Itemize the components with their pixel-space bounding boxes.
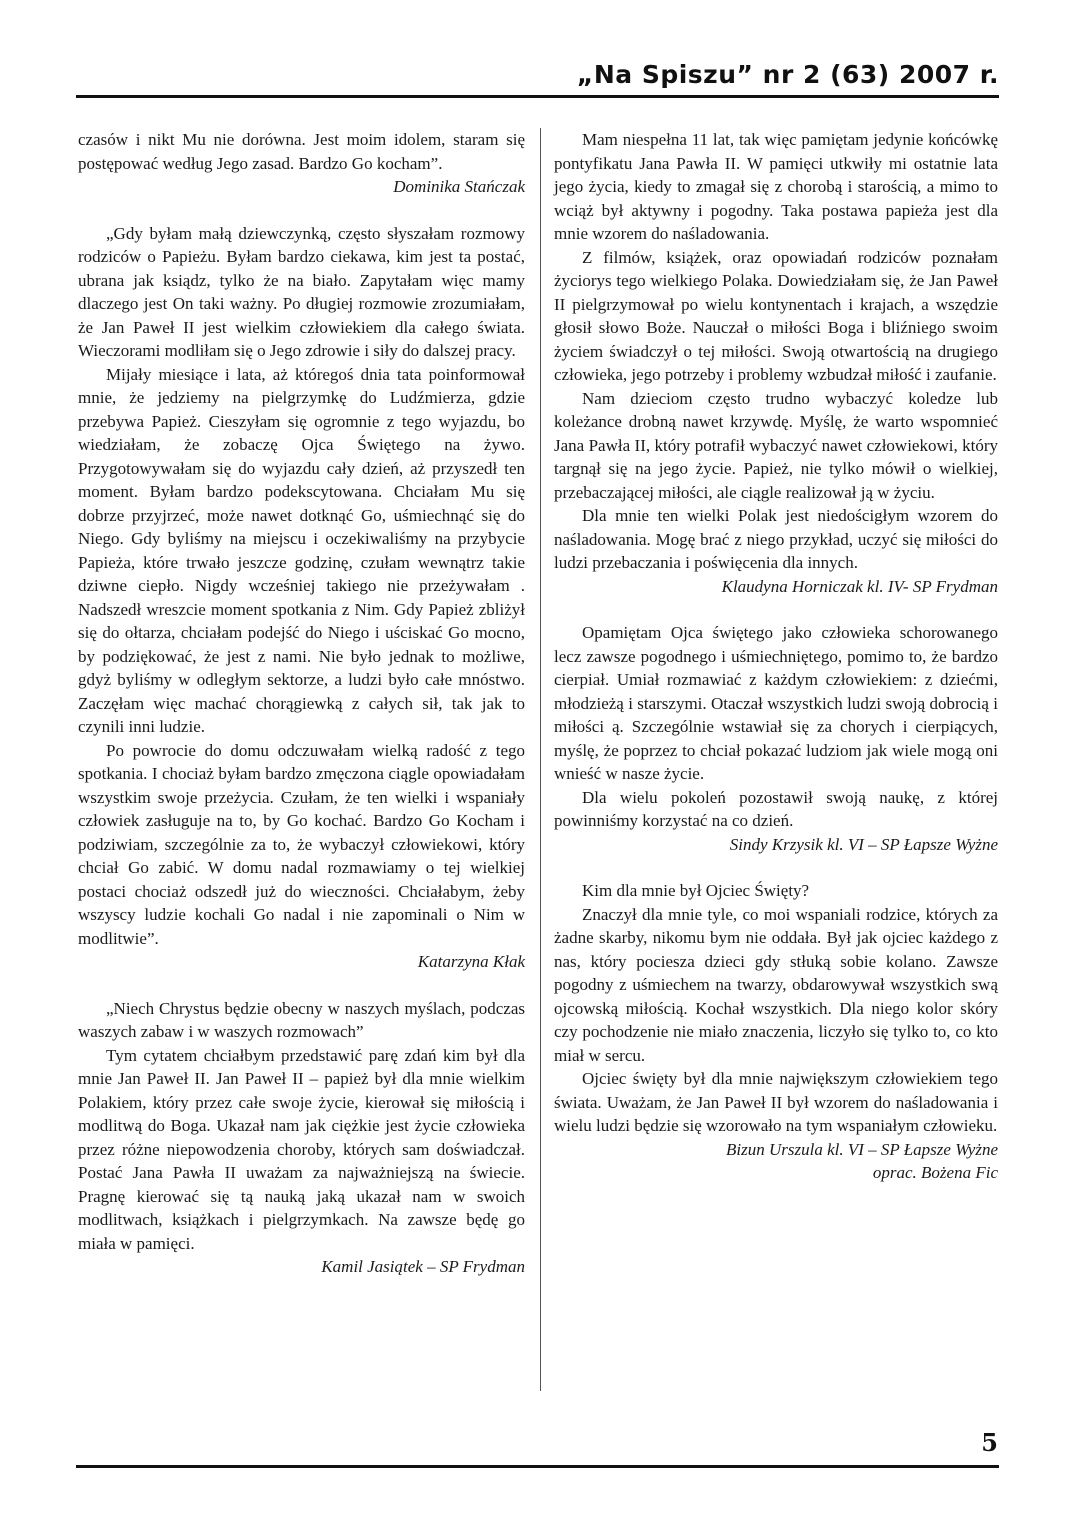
author-signature: Klaudyna Horniczak kl. IV- SP Frydman xyxy=(721,576,998,596)
page-header-title: „Na Spiszu” nr 2 (63) 2007 r. xyxy=(576,60,999,89)
paragraph: Dla mnie ten wielki Polak jest niedościgłym wzorem do naśladowania. Mogę brać z niego przykład, uczyć się miłości do ludzi przebaczania i poświęcenia dla innych. xyxy=(554,506,998,572)
editor-signature: oprac. Bożena Fic xyxy=(872,1163,998,1182)
author-signature: Sindy Krzysik kl. VI – SP Łapsze Wyżne xyxy=(729,834,998,854)
column-divider xyxy=(540,128,541,1391)
paragraph: „Gdy byłam małą dziewczynką, często słyszałam rozmowy rodziców o Papieżu. Byłam bardzo ciekawa, kim jest ta postać, ubrana jak ksiądz, tylko że na biało. Zapytałam więc mamy dlaczego jest On taki ważny. Po długiej rozmowie zrozumiałam, że Jan Paweł II jest wielkim człowiekiem dla całego świata. Wieczorami modliłam się o Jego zdrowie i siły do dalszej pracy. xyxy=(78,223,525,360)
author-signature: Dominika Stańczak xyxy=(393,177,525,196)
paragraph: Mijały miesiące i lata, aż któregoś dnia tata poinformował mnie, że jedziemy na pielgrzymkę do Ludźmierza, gdzie przebywa Papież. Cieszyłam się ogromnie z tego wyjazdu, bo wiedziałam, że zobaczę Ojca Świętego na żywo. Przygotowywałam się do wyjazdu cały dzień, aż przyszedł ten moment. Byłam bardzo podekscytowana. Chciałam Mu się dobrze przyjrzeć, może nawet dotknąć Go, uśmiechnąć się do Niego. Gdy byliśmy na miejscu i oczekiwaliśmy na przybycie Papieża, które trwało jeszcze godzinę, czułam wewnątrz takie dziwne ciepło. Nigdy wcześniej takiego nie przeżywałam . Nadszedł wreszcie moment spotkania z Nim. Gdy Papież zbliżył się do ołtarza, chciałam podejść do Niego i uściskać Go mocno, by podziękować, że jest z nami. Nie było jednak to możliwe, gdyż byliśmy w odległym sektorze, a ludzi było całe mnóstwo. Zaczęłam więc machać chorągiewką z całych sił, tak jak to czynili inni ludzie. xyxy=(78,364,525,736)
footer-rule xyxy=(76,1465,999,1468)
author-signature: Bizun Urszula kl. VI – SP Łapsze Wyżne xyxy=(726,1139,998,1159)
paragraph: Mam niespełna 11 lat, tak więc pamiętam jedynie końcówkę pontyfikatu Jana Pawła II. W pamięci utkwiły mi ostatnie lata jego życia, kiedy to zmagał się z chorobą i starością, a mimo to wciąż był aktywny i pogodny. Taka postawa papieża jest dla mnie wzorem do naśladowania. xyxy=(554,130,998,243)
author-signature: Kamil Jasiątek – SP Frydman xyxy=(321,1257,525,1276)
header-rule xyxy=(76,95,999,98)
left-column xyxy=(78,128,525,1279)
right-column xyxy=(554,128,998,1185)
paragraph: Opamiętam Ojca świętego jako człowieka schorowanego lecz zawsze pogodnego i uśmiechniętego, pomimo to, że bardzo cierpiał. Umiał rozmawiać z każdym człowiekiem: z dziećmi, młodzieżą i starszymi. Otaczał wszystkich ludzi swoją dobrocią i miłości ą. Szczególnie wstawiał się za chorych i cierpiących, myślę, że poprzez to chciał pokazać ludziom jak wiele mogą oni wnieść w nasze życie. xyxy=(554,623,998,783)
author-signature: Katarzyna Kłak xyxy=(417,952,525,971)
paragraph: Kim dla mnie był Ojciec Święty? xyxy=(582,881,810,900)
page-number: 5 xyxy=(981,1428,998,1457)
paragraph: Po powrocie do domu odczuwałam wielką radość z tego spotkania. I chociaż byłam bardzo zmęczona ciągle opowiadałam wszystkim swoje przeżycia. Czułam, że ten wielki i wspaniały człowiek zasługuje na to, by Go kochać. Bardzo Go Kocham i podziwiam, szczególnie za to, że wybaczył człowiekowi, który chciał Go zabić. W domu nadal rozmawiamy o tej wielkiej postaci chociaż odszedł już do wieczności. Chciałabym, żeby wszyscy ludzie kochali Go nadal i nie zapominali o Nim w modlitwie”. xyxy=(78,740,525,948)
paragraph: Dla wielu pokoleń pozostawił swoją naukę, z której powinniśmy korzystać na co dzień. xyxy=(554,787,998,830)
paragraph: Nam dzieciom często trudno wybaczyć koledze lub koleżance drobną nawet krzywdę. Myślę, że warto wspomnieć Jana Pawła II, który potrafił wybaczyć nawet człowiekowi, który targnął się na jego życie. Papież, nie tylko mówił o wielkiej, przebaczającej miłości, ale ciągle realizował ją w życiu. xyxy=(554,388,998,502)
paragraph: Znaczył dla mnie tyle, co moi wspaniali rodzice, których za żadne skarby, nikomu bym nie oddała. Był jak ojciec każdego z nas, który pociesza dzieci gdy stłuką sobie kolano. Zawsze pogodny z uśmiechem na twarzy, obdarowywał wszystkich swą ojcowską miłością. Kochał wszystkich. Dla niego kolor skóry czy pochodzenie nie miało znaczenia, liczyło się tylko to, co kto miał w sercu. xyxy=(554,904,998,1065)
paragraph: Ojciec święty był dla mnie największym człowiekiem tego świata. Uważam, że Jan Paweł II był wzorem do naśladowania i wielu ludzi będzie się wzorowało na tym wspaniałym człowieku. xyxy=(554,1069,998,1135)
paragraph: Z filmów, książek, oraz opowiadań rodziców poznałam życiorys tego wielkiego Polaka. Dowiedziałam się, że Jan Paweł II pielgrzymował po wielu kontynentach i krajach, a wszędzie głosił słowo Boże. Nauczał o miłości Boga i bliźniego swoim życiem świadczył o tej miłości. Swoją otwartością na drugiego człowieka, jego potrzeby i problemy wzbudzał miłość i zaufanie. xyxy=(554,247,998,384)
paragraph: czasów i nikt Mu nie dorówna. Jest moim idolem, staram się postępować według Jego zasad. Bardzo Go kocham”. xyxy=(78,130,525,173)
paragraph: Tym cytatem chciałbym przedstawić parę zdań kim był dla mnie Jan Paweł II. Jan Paweł II – papież był dla mnie wielkim Polakiem, który przez całe swoje życie, kierował się miłością i modlitwą do Boga. Ukazał nam jak ciężkie jest życie człowieka przez różne niepowodzenia choroby, których sam doświadczał. Postać Jana Pawła II uważam za najważniejszą na świecie. Pragnę kierować się tą nauką jaką ukazał nam w swoich modlitwach, książkach i pielgrzymkach. Na zawsze będę go miała w pamięci. xyxy=(78,1045,525,1253)
quote-paragraph: „Niech Chrystus będzie obecny w naszych myślach, podczas waszych zabaw i w waszych rozmowach” xyxy=(78,998,525,1041)
